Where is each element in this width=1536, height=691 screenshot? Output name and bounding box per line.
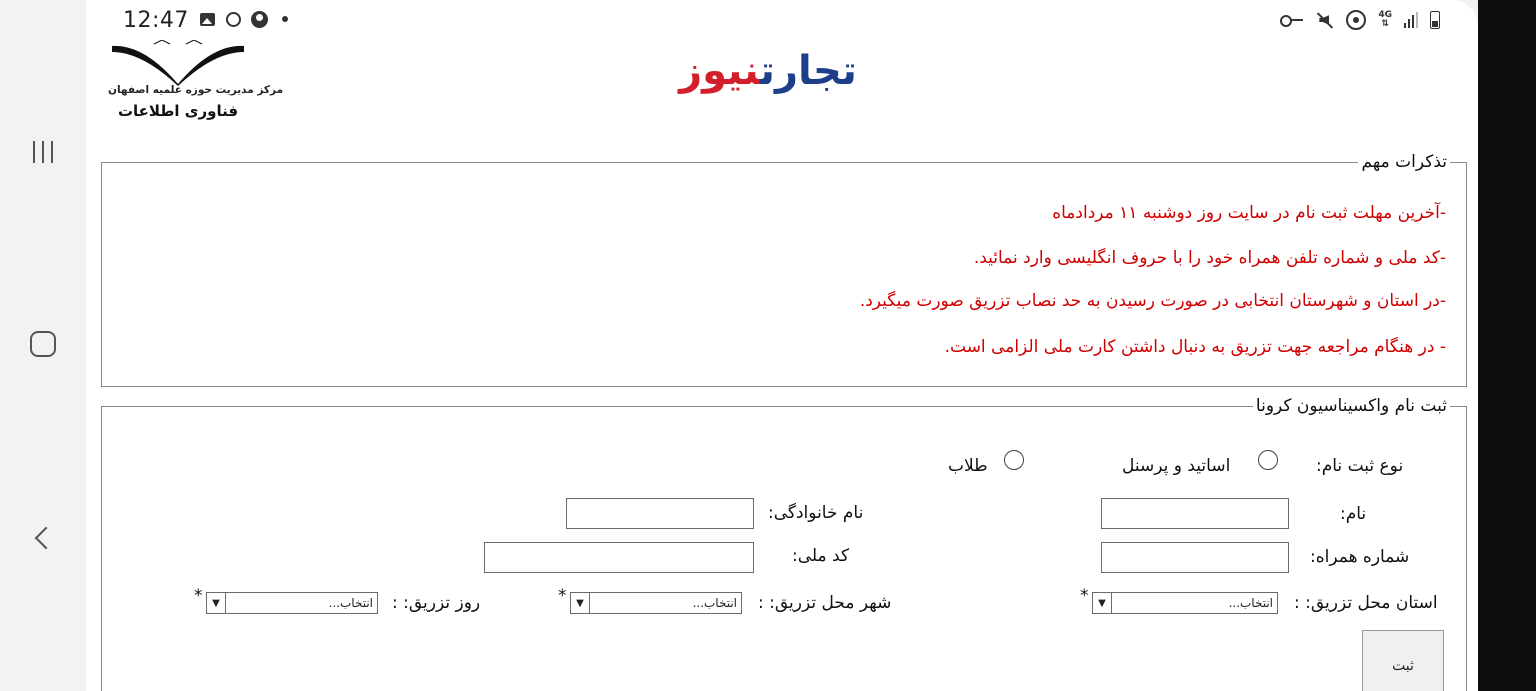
brand-logo — [652, 48, 884, 108]
note-item: -آخرین مهلت ثبت نام در سایت روز دوشنبه ۱۱ مردادماه — [1052, 203, 1446, 223]
province-select[interactable] — [1092, 592, 1278, 614]
option-students-label: طلاب — [948, 456, 988, 476]
org-logo — [108, 36, 284, 128]
province-select-value: انتخاب... — [1228, 596, 1273, 610]
back-icon — [35, 527, 58, 550]
recents-button[interactable] — [20, 132, 66, 172]
notes-legend: تذکرات مهم — [1358, 151, 1450, 173]
chevron-down-icon: ▼ — [1093, 593, 1112, 613]
city-select-value: انتخاب... — [692, 596, 737, 610]
recents-icon — [33, 141, 53, 163]
national-code-label: کد ملی: — [792, 546, 850, 566]
home-icon — [30, 331, 56, 357]
province-label: استان محل تزریق: : — [1294, 593, 1438, 613]
status-notification-icons — [198, 10, 294, 28]
mobile-input[interactable] — [1101, 542, 1289, 573]
day-select-value: انتخاب... — [328, 596, 373, 610]
submit-button[interactable]: ثبت — [1362, 630, 1444, 691]
mute-icon — [1316, 11, 1334, 29]
day-select[interactable] — [206, 592, 378, 614]
required-mark: * — [1080, 586, 1089, 606]
option-staff-label: اساتید و پرسنل — [1122, 456, 1231, 476]
org-emblem-icon — [110, 40, 246, 86]
last-name-label: نام خانوادگی: — [768, 503, 864, 523]
android-nav-bar — [0, 0, 86, 691]
registration-type-label: نوع ثبت نام: — [1316, 456, 1404, 476]
radio-staff[interactable] — [1258, 450, 1278, 470]
city-label: شهر محل تزریق: : — [758, 593, 892, 613]
required-mark: * — [558, 586, 567, 606]
day-label: روز تزریق: : — [392, 593, 481, 613]
last-name-input[interactable] — [566, 498, 754, 529]
first-name-label: نام: — [1340, 504, 1367, 524]
more-notifications-icon — [282, 16, 288, 22]
status-time: 12:47 — [123, 8, 189, 33]
battery-icon — [1430, 11, 1440, 29]
device-bezel — [1478, 0, 1536, 691]
chevron-down-icon: ▼ — [571, 593, 590, 613]
signal-icon — [1404, 12, 1418, 28]
vpn-key-icon — [1280, 14, 1304, 26]
whatsapp-icon — [226, 12, 241, 27]
required-mark: * — [194, 586, 203, 606]
org-logo-line1: مرکز مدیریت حوزه علمیه اصفهان — [108, 84, 284, 96]
back-button[interactable] — [20, 518, 66, 558]
national-code-input[interactable] — [484, 542, 754, 573]
radio-students[interactable] — [1004, 450, 1024, 470]
chevron-down-icon: ▼ — [207, 593, 226, 613]
account-icon — [251, 11, 268, 28]
gallery-icon — [200, 13, 215, 26]
notes-fieldset — [101, 152, 1467, 387]
brand-logo-part1: تجارت — [759, 48, 857, 94]
mobile-label: شماره همراه: — [1310, 547, 1410, 567]
note-item: - در هنگام مراجعه جهت تزریق به دنبال داشتن کارت ملی الزامی است. — [944, 337, 1446, 357]
home-button[interactable] — [20, 324, 66, 364]
city-select[interactable] — [570, 592, 742, 614]
first-name-input[interactable] — [1101, 498, 1289, 529]
note-item: -در استان و شهرستان انتخابی در صورت رسیدن به حد نصاب تزریق صورت میگیرد. — [859, 291, 1446, 311]
brand-logo-part2: نیوز — [679, 48, 760, 94]
registration-legend: ثبت نام واکسیناسیون کرونا — [1253, 395, 1450, 417]
phone-screen — [86, 0, 1478, 691]
note-item: -کد ملی و شماره تلفن همراه خود را با حروف انگلیسی وارد نمائید. — [973, 248, 1446, 268]
hotspot-icon — [1346, 10, 1366, 30]
org-logo-line2: فناوری اطلاعات — [117, 102, 239, 120]
status-system-icons — [1280, 10, 1440, 30]
network-type-icon: 4G ⇅ — [1378, 10, 1392, 29]
